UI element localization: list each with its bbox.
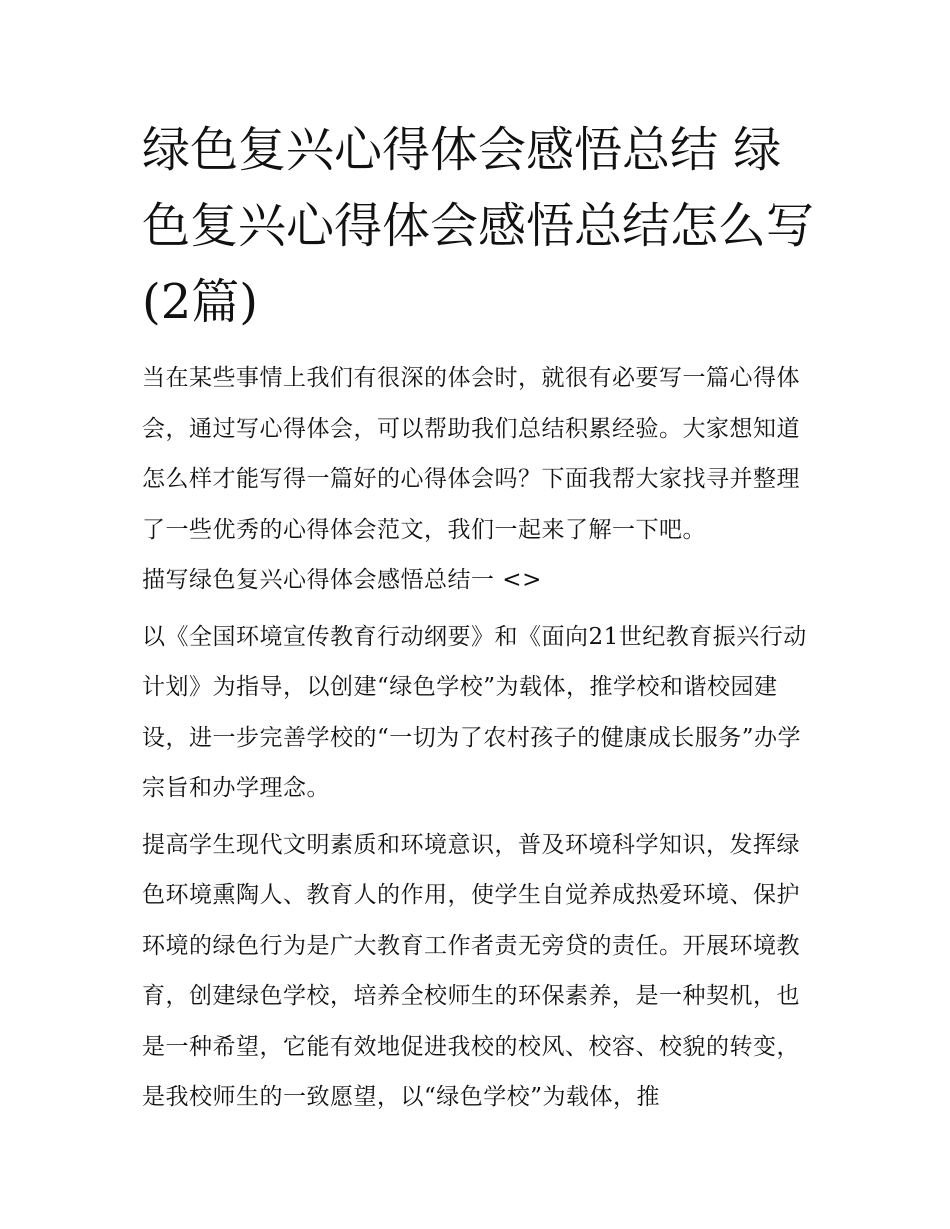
body-paragraph-1: 以《全国环境宣传教育行动纲要》和《面向21世纪教育振兴行动计划》为指导，以创建“绿色学校”为载体，推学校和谐校园建设，进一步完善学校的“一切为了农村孩子的健康成长服务”办学宗旨和办学理念。 [142, 623, 807, 801]
document-body [142, 353, 814, 1123]
document-title: 绿色复兴心得体会感悟总结 绿色复兴心得体会感悟总结怎么写(2篇) [142, 122, 815, 330]
section-heading: 描写绿色复兴心得体会感悟总结一 <> [142, 567, 542, 593]
body-paragraph-2: 提高学生现代文明素质和环境意识，普及环境科学知识，发挥绿色环境熏陶人、教育人的作用，使学生自觉养成热爱环境、保护环境的绿色行为是广大教育工作者责无旁贷的责任。开展环境教育，创建绿色学校，培养全校师生的环保素养，是一种契机，也是一种希望，它能有效地促进我校的校风、校容、校貌的转变，是我校师生的一致愿望，以“绿色学校”为载体，推 [142, 831, 800, 1110]
intro-paragraph: 当在某些事情上我们有很深的体会时，就很有必要写一篇心得体会，通过写心得体会，可以帮助我们总结积累经验。大家想知道怎么样才能写得一篇好的心得体会吗？下面我帮大家找寻并整理了一些优秀的心得体会范文，我们一起来了解一下吧。 [142, 365, 800, 543]
